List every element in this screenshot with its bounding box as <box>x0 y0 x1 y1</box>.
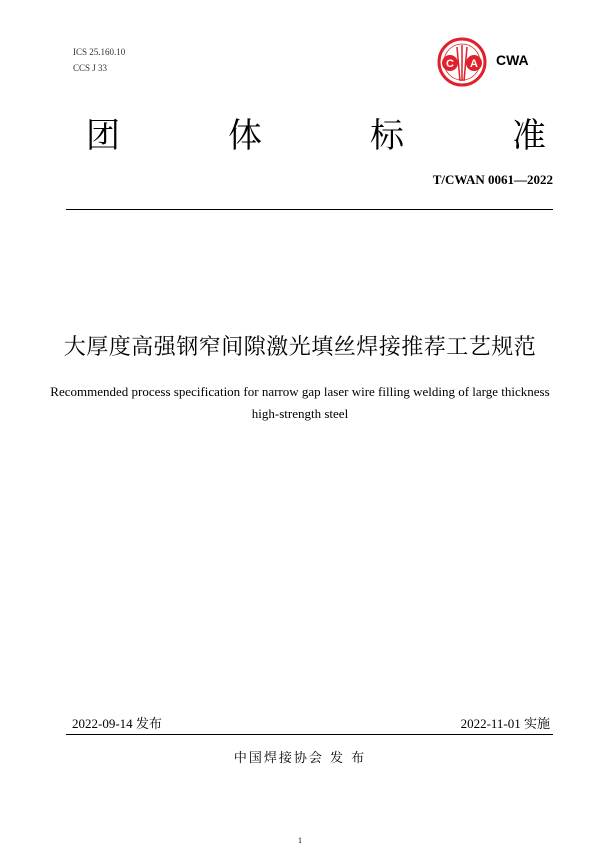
header-divider <box>66 209 553 210</box>
standard-type-char: 标 <box>370 116 404 156</box>
standard-number: T/CWAN 0061—2022 <box>432 172 553 187</box>
issuer: 中国焊接协会 发 布 <box>233 751 367 766</box>
standard-type-char: 团 <box>86 116 120 156</box>
implement-date: 2022-11-01 实施 <box>460 716 550 731</box>
standard-type-char: 体 <box>228 116 262 156</box>
logo-text: CWA <box>496 52 529 68</box>
ccs-code: CCS J 33 <box>73 63 108 73</box>
svg-text:A: A <box>470 58 478 70</box>
svg-text:C: C <box>446 58 454 70</box>
classification-codes <box>73 44 125 76</box>
title-chinese: 大厚度高强钢窄间隙激光填丝焊接推荐工艺规范 <box>63 335 537 360</box>
title-english-line: high-strength steel <box>251 406 349 421</box>
title-english <box>20 381 580 425</box>
footer-divider <box>66 734 553 735</box>
standard-type-char: 准 <box>512 116 546 156</box>
publish-date: 2022-09-14 发布 <box>72 716 162 731</box>
page-number: 1 <box>298 836 302 845</box>
cwa-logo-icon <box>437 37 487 87</box>
title-english-line: Recommended process specification for narrow gap laser wire filling welding of large thickness <box>50 384 550 399</box>
ics-code: ICS 25.160.10 <box>73 47 126 57</box>
